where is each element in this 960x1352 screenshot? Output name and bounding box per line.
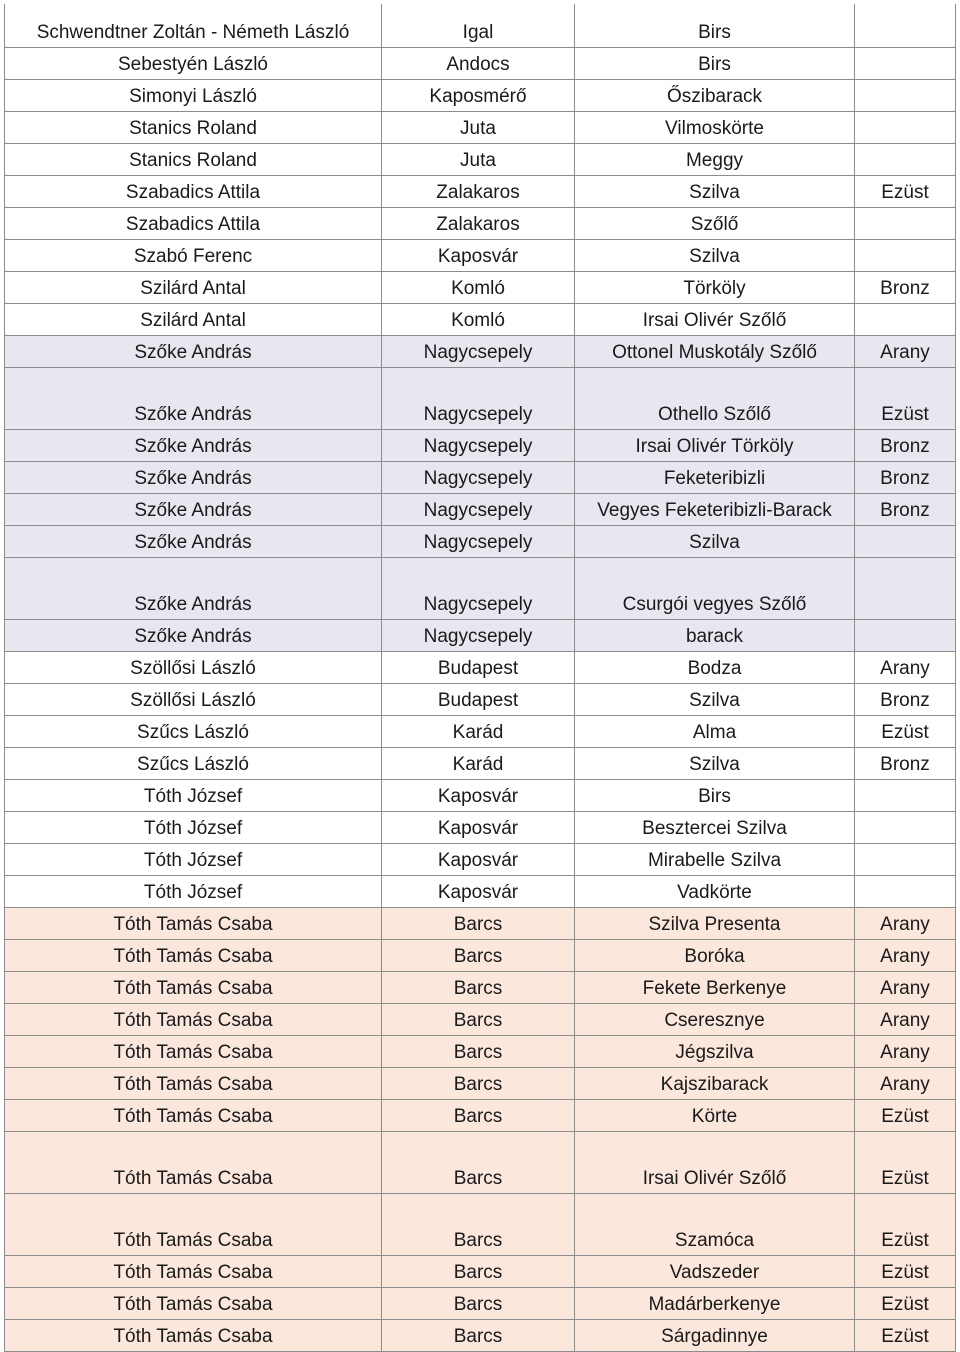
table-row <box>5 1288 956 1320</box>
cell-award: Ezüst <box>855 1100 956 1132</box>
cell-name: Tóth Tamás Csaba <box>5 1036 382 1068</box>
cell-name: Tóth Tamás Csaba <box>5 1132 382 1194</box>
cell-name: Szabadics Attila <box>5 176 382 208</box>
cell-product: Meggy <box>575 144 855 176</box>
table-row <box>5 940 956 972</box>
cell-place: Igal <box>382 4 575 48</box>
cell-name: Sebestyén László <box>5 48 382 80</box>
cell-place: Nagycsepely <box>382 558 575 620</box>
table-row <box>5 144 956 176</box>
table-row <box>5 526 956 558</box>
cell-place: Barcs <box>382 1068 575 1100</box>
results-table <box>4 4 956 1352</box>
cell-name: Tóth Tamás Csaba <box>5 1100 382 1132</box>
cell-name: Tóth Tamás Csaba <box>5 1068 382 1100</box>
table-row <box>5 908 956 940</box>
cell-award: Bronz <box>855 462 956 494</box>
cell-product: Mirabelle Szilva <box>575 844 855 876</box>
cell-name: Szabó Ferenc <box>5 240 382 272</box>
cell-name: Szűcs László <box>5 716 382 748</box>
cell-name: Szőke András <box>5 558 382 620</box>
cell-name: Tóth Tamás Csaba <box>5 1288 382 1320</box>
cell-product: Szilva <box>575 684 855 716</box>
cell-product: Szamóca <box>575 1194 855 1256</box>
cell-place: Barcs <box>382 1288 575 1320</box>
cell-name: Szőke András <box>5 430 382 462</box>
cell-place: Kaposvár <box>382 780 575 812</box>
cell-place: Budapest <box>382 652 575 684</box>
cell-award: Ezüst <box>855 1288 956 1320</box>
cell-name: Stanics Roland <box>5 112 382 144</box>
table-row <box>5 494 956 526</box>
cell-award: Arany <box>855 972 956 1004</box>
cell-award <box>855 208 956 240</box>
cell-place: Kaposvár <box>382 844 575 876</box>
cell-place: Barcs <box>382 1256 575 1288</box>
cell-place: Barcs <box>382 1036 575 1068</box>
cell-award: Ezüst <box>855 1320 956 1352</box>
cell-name: Tóth Tamás Csaba <box>5 1320 382 1352</box>
cell-name: Szabadics Attila <box>5 208 382 240</box>
cell-place: Karád <box>382 716 575 748</box>
table-row <box>5 1036 956 1068</box>
cell-place: Kaposvár <box>382 812 575 844</box>
cell-name: Simonyi László <box>5 80 382 112</box>
cell-place: Komló <box>382 272 575 304</box>
cell-award <box>855 780 956 812</box>
cell-name: Szőke András <box>5 462 382 494</box>
cell-product: Birs <box>575 4 855 48</box>
table-row <box>5 48 956 80</box>
cell-product: Körte <box>575 1100 855 1132</box>
cell-name: Szilárd Antal <box>5 272 382 304</box>
cell-place: Juta <box>382 112 575 144</box>
cell-award <box>855 240 956 272</box>
table-row <box>5 558 956 620</box>
table-row <box>5 1256 956 1288</box>
cell-name: Szöllősi László <box>5 684 382 716</box>
table-row <box>5 336 956 368</box>
cell-award: Arany <box>855 908 956 940</box>
cell-place: Barcs <box>382 1194 575 1256</box>
cell-award <box>855 304 956 336</box>
cell-place: Nagycsepely <box>382 526 575 558</box>
cell-place: Kaposvár <box>382 876 575 908</box>
cell-product: Madárberkenye <box>575 1288 855 1320</box>
table-row <box>5 208 956 240</box>
cell-place: Andocs <box>382 48 575 80</box>
cell-award: Arany <box>855 1036 956 1068</box>
table-row <box>5 972 956 1004</box>
cell-award: Arany <box>855 336 956 368</box>
table-row <box>5 780 956 812</box>
results-sheet <box>4 4 955 1352</box>
table-row <box>5 1320 956 1352</box>
table-row <box>5 430 956 462</box>
cell-product: Alma <box>575 716 855 748</box>
cell-award: Arany <box>855 940 956 972</box>
cell-product: Bodza <box>575 652 855 684</box>
cell-place: Juta <box>382 144 575 176</box>
cell-product: barack <box>575 620 855 652</box>
cell-place: Budapest <box>382 684 575 716</box>
cell-award: Bronz <box>855 748 956 780</box>
cell-name: Szőke András <box>5 526 382 558</box>
cell-product: Vadszeder <box>575 1256 855 1288</box>
cell-product: Cseresznye <box>575 1004 855 1036</box>
cell-product: Jégszilva <box>575 1036 855 1068</box>
cell-product: Irsai Olivér Szőlő <box>575 1132 855 1194</box>
table-row <box>5 462 956 494</box>
results-table-body <box>5 4 956 1352</box>
cell-place: Barcs <box>382 940 575 972</box>
cell-award <box>855 844 956 876</box>
cell-name: Stanics Roland <box>5 144 382 176</box>
cell-award: Bronz <box>855 430 956 462</box>
cell-product: Szilva Presenta <box>575 908 855 940</box>
cell-name: Tóth Tamás Csaba <box>5 940 382 972</box>
cell-award: Arany <box>855 1068 956 1100</box>
cell-place: Barcs <box>382 908 575 940</box>
table-row <box>5 272 956 304</box>
cell-award: Bronz <box>855 494 956 526</box>
cell-name: Szűcs László <box>5 748 382 780</box>
table-row <box>5 716 956 748</box>
table-row <box>5 176 956 208</box>
table-row <box>5 876 956 908</box>
table-row <box>5 1068 956 1100</box>
table-row <box>5 748 956 780</box>
cell-award: Arany <box>855 1004 956 1036</box>
cell-name: Tóth Tamás Csaba <box>5 1256 382 1288</box>
cell-award: Ezüst <box>855 716 956 748</box>
cell-award <box>855 812 956 844</box>
table-row <box>5 112 956 144</box>
cell-product: Irsai Olivér Szőlő <box>575 304 855 336</box>
cell-place: Zalakaros <box>382 176 575 208</box>
cell-product: Kajszibarack <box>575 1068 855 1100</box>
cell-product: Vadkörte <box>575 876 855 908</box>
cell-place: Nagycsepely <box>382 620 575 652</box>
cell-product: Vegyes Feketeribizli-Barack <box>575 494 855 526</box>
cell-name: Tóth Tamás Csaba <box>5 972 382 1004</box>
cell-product: Birs <box>575 48 855 80</box>
table-row <box>5 812 956 844</box>
cell-name: Szilárd Antal <box>5 304 382 336</box>
cell-award <box>855 4 956 48</box>
cell-name: Tóth József <box>5 876 382 908</box>
cell-product: Szilva <box>575 748 855 780</box>
cell-award <box>855 558 956 620</box>
cell-place: Karád <box>382 748 575 780</box>
cell-product: Irsai Olivér Törköly <box>575 430 855 462</box>
cell-name: Tóth József <box>5 780 382 812</box>
table-row <box>5 1132 956 1194</box>
cell-name: Tóth Tamás Csaba <box>5 1194 382 1256</box>
cell-place: Nagycsepely <box>382 430 575 462</box>
cell-place: Barcs <box>382 1100 575 1132</box>
table-row <box>5 652 956 684</box>
cell-place: Nagycsepely <box>382 494 575 526</box>
cell-award: Ezüst <box>855 1256 956 1288</box>
cell-place: Nagycsepely <box>382 368 575 430</box>
table-row <box>5 620 956 652</box>
cell-product: Csurgói vegyes Szőlő <box>575 558 855 620</box>
cell-name: Tóth József <box>5 812 382 844</box>
cell-award <box>855 620 956 652</box>
table-row <box>5 80 956 112</box>
table-row <box>5 1100 956 1132</box>
cell-award <box>855 112 956 144</box>
cell-place: Kaposvár <box>382 240 575 272</box>
cell-product: Szilva <box>575 176 855 208</box>
cell-name: Szöllősi László <box>5 652 382 684</box>
cell-name: Szőke András <box>5 620 382 652</box>
cell-place: Barcs <box>382 1004 575 1036</box>
cell-award <box>855 526 956 558</box>
cell-product: Szilva <box>575 526 855 558</box>
cell-name: Schwendtner Zoltán - Németh László <box>5 4 382 48</box>
cell-place: Komló <box>382 304 575 336</box>
cell-place: Nagycsepely <box>382 462 575 494</box>
cell-product: Őszibarack <box>575 80 855 112</box>
cell-place: Barcs <box>382 1320 575 1352</box>
cell-award <box>855 80 956 112</box>
cell-product: Ottonel Muskotály Szőlő <box>575 336 855 368</box>
table-row <box>5 240 956 272</box>
cell-product: Vilmoskörte <box>575 112 855 144</box>
cell-award <box>855 876 956 908</box>
cell-award: Arany <box>855 652 956 684</box>
cell-award: Bronz <box>855 684 956 716</box>
cell-product: Fekete Berkenye <box>575 972 855 1004</box>
cell-name: Tóth József <box>5 844 382 876</box>
cell-award: Ezüst <box>855 1132 956 1194</box>
cell-product: Birs <box>575 780 855 812</box>
cell-place: Nagycsepely <box>382 336 575 368</box>
table-row <box>5 844 956 876</box>
cell-award: Bronz <box>855 272 956 304</box>
table-row <box>5 1194 956 1256</box>
cell-award: Ezüst <box>855 176 956 208</box>
cell-product: Boróka <box>575 940 855 972</box>
cell-product: Szőlő <box>575 208 855 240</box>
cell-name: Tóth Tamás Csaba <box>5 1004 382 1036</box>
cell-place: Barcs <box>382 1132 575 1194</box>
cell-product: Sárgadinnye <box>575 1320 855 1352</box>
cell-name: Tóth Tamás Csaba <box>5 908 382 940</box>
cell-product: Szilva <box>575 240 855 272</box>
table-row <box>5 4 956 48</box>
cell-product: Othello Szőlő <box>575 368 855 430</box>
cell-product: Besztercei Szilva <box>575 812 855 844</box>
cell-award: Ezüst <box>855 1194 956 1256</box>
cell-award <box>855 144 956 176</box>
cell-place: Zalakaros <box>382 208 575 240</box>
cell-place: Kaposmérő <box>382 80 575 112</box>
cell-award: Ezüst <box>855 368 956 430</box>
cell-product: Feketeribizli <box>575 462 855 494</box>
table-row <box>5 684 956 716</box>
cell-product: Törköly <box>575 272 855 304</box>
table-row <box>5 1004 956 1036</box>
table-row <box>5 304 956 336</box>
cell-place: Barcs <box>382 972 575 1004</box>
cell-name: Szőke András <box>5 368 382 430</box>
cell-name: Szőke András <box>5 336 382 368</box>
cell-name: Szőke András <box>5 494 382 526</box>
cell-award <box>855 48 956 80</box>
table-row <box>5 368 956 430</box>
